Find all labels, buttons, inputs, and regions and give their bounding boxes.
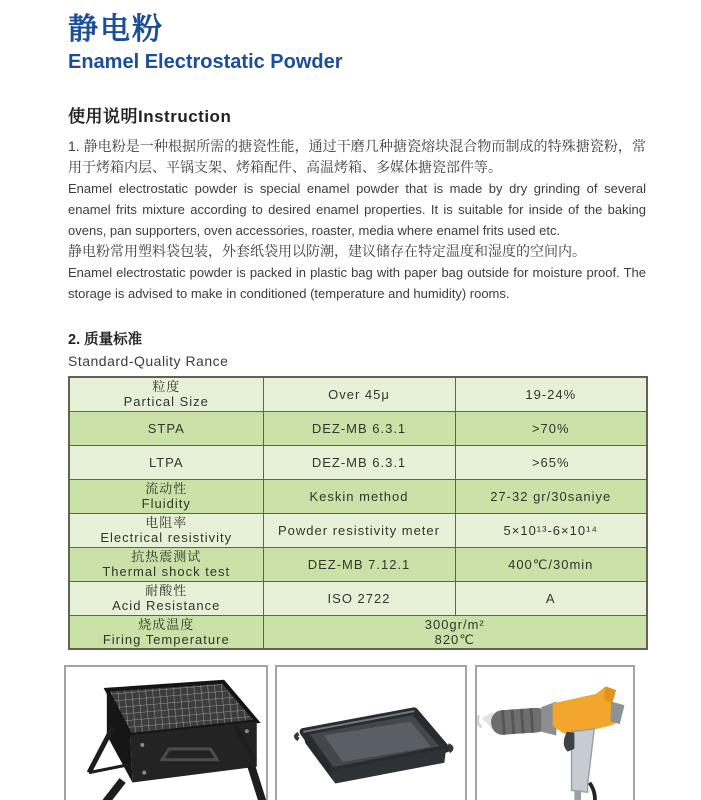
method-cell: ISO 2722 (263, 581, 455, 615)
param-cell: 耐酸性 Acid Resistance (69, 581, 263, 615)
electrostatic-spray-gun-icon (477, 670, 633, 800)
method-cell: DEZ-MB 7.12.1 (263, 547, 455, 581)
table-row (69, 513, 647, 547)
table-row (69, 411, 647, 445)
method-cell: Over 45μ (263, 377, 455, 411)
value-cell: 400℃/30min (455, 547, 647, 581)
param-cell: 粒度 Partical Size (69, 377, 263, 411)
section2-heading-en: Standard-Quality Rance (68, 353, 229, 369)
param-cell: 抗热震测试 Thermal shock test (69, 547, 263, 581)
value-cell: 27-32 gr/30saniye (455, 479, 647, 513)
value-cell: 19-24% (455, 377, 647, 411)
instruction-paragraphs (68, 136, 646, 304)
table-row (69, 615, 647, 649)
paragraph-en-1: Enamel electrostatic powder is special enamel powder that is made by dry grinding of several enamel frits mixture according to desired enamel properties. It is suitable for inside of the baking ovens, pan supporters, oven accessories, roaster, media where enamel frits used etc. (68, 181, 646, 238)
param-cell: STPA (69, 411, 263, 445)
quality-standard-table (68, 376, 648, 650)
merged-value-cell: 300gr/m² 820℃ (263, 615, 647, 649)
charcoal-bbq-grill-icon (66, 670, 266, 800)
table-row (69, 377, 647, 411)
param-cell: 电阻率 Electrical resistivity (69, 513, 263, 547)
product-image-row (64, 665, 635, 800)
section2-heading-zh: 2. 质量标准 (68, 332, 143, 348)
method-cell: Powder resistivity meter (263, 513, 455, 547)
param-cell: 流动性 Fluidity (69, 479, 263, 513)
table-row (69, 445, 647, 479)
param-cell: 烧成温度 Firing Temperature (69, 615, 263, 649)
enamel-baking-tray-icon (277, 670, 465, 800)
product-image-baking-tray (275, 665, 467, 800)
value-cell: A (455, 581, 647, 615)
method-cell: Keskin method (263, 479, 455, 513)
page-title-en: Enamel Electrostatic Powder (68, 51, 343, 73)
paragraph-zh-1: 1. 静电粉是一种根据所需的搪瓷性能，通过干磨几种搪瓷熔块混合物而制成的特殊搪瓷粉，常用于烤箱内层、平锅支架、烤箱配件、高温烤箱、多媒体搪瓷部件等。 (68, 138, 646, 175)
method-cell: DEZ-MB 6.3.1 (263, 411, 455, 445)
paragraph-en-2: Enamel electrostatic powder is packed in plastic bag with paper bag outside for moisture proof. The storage is advised to make in conditioned (temperature and humidity) rooms. (68, 265, 646, 301)
table-row (69, 479, 647, 513)
table-row (69, 547, 647, 581)
instruction-heading: 使用说明Instruction (68, 107, 232, 126)
product-image-bbq-grill (64, 665, 268, 800)
param-cell: LTPA (69, 445, 263, 479)
product-image-spray-gun (475, 665, 635, 800)
value-cell: >70% (455, 411, 647, 445)
value-cell: >65% (455, 445, 647, 479)
method-cell: DEZ-MB 6.3.1 (263, 445, 455, 479)
page-title-zh: 静电粉 (68, 13, 164, 46)
table-row (69, 581, 647, 615)
value-cell: 5×10¹³-6×10¹⁴ (455, 513, 647, 547)
paragraph-zh-2: 静电粉常用塑料袋包装，外套纸袋用以防潮，建议储存在特定温度和湿度的空间内。 (68, 243, 586, 259)
